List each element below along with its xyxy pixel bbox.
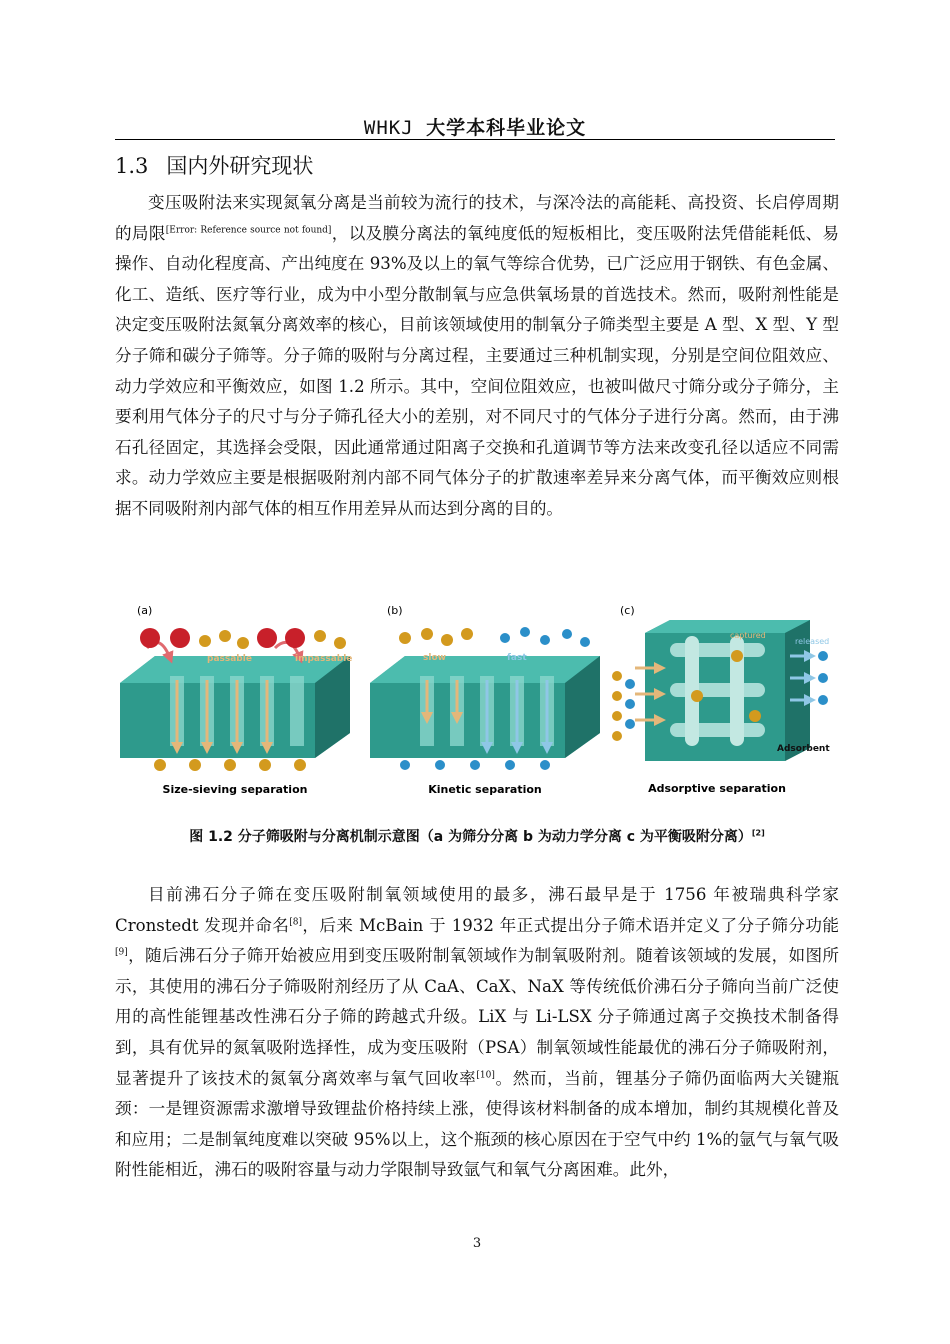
para2-ref-9: [9]	[115, 947, 128, 958]
panel-a-large-molecule	[285, 628, 305, 648]
panel-c-cube-top	[645, 620, 810, 633]
figure-1-2-svg	[115, 598, 839, 808]
para1-ref-error: [Error: Reference source not found]	[165, 225, 332, 236]
panel-c-tag: (c)	[620, 604, 635, 617]
panel-a-small-molecule	[219, 630, 231, 642]
panel-b-caption: Kinetic separation	[428, 783, 542, 796]
running-header	[115, 113, 835, 140]
panel-c-input-molecule	[612, 731, 622, 741]
panel-b-output-molecule	[505, 760, 515, 770]
para1-text-2: ，以及膜分离法的氧纯度低的短板相比，变压吸附法凭借能耗低、易操作、自动化程度高、产出纯度在 93%及以上的氧气等综合优势，已广泛应用于钢铁、有色金属、化工、造纸、医疗等行业，成为中小型分散制氧与应急供氧场景的首选技术。然而，吸附剂性能是决定变压吸附法氮氧分离效率的核心，目前该领域使用的制氧分子筛类型主要是 A 型、X 型、Y 型分子筛和碳分子筛等。分子筛的吸附与分离过程，主要通过三种机制实现，分别是空间位阻效应、动力学效应和平衡效应，如图 1.2 所示。其中，空间位阻效应，也被叫做尺寸筛分或分子筛分，主要利用气体分子的尺寸与分子筛孔径大小的差别，对不同尺寸的气体分子进行分离。然而，由于沸石孔径固定，其选择会受限，因此通常通过阳离子交换和孔道调节等方法来改变孔径以适应不同需求。动力学效应主要是根据吸附剂内部不同气体分子的扩散速率差异来分离气体，而平衡效应则根据不同吸附剂内部气体的相互作用差异从而达到分离的目的。	[115, 223, 840, 518]
panel-b-label-slow: slow	[423, 653, 446, 663]
panel-c-released-molecule	[818, 651, 828, 661]
panel-c-label-adsorbent: Adsorbent	[777, 744, 830, 754]
panel-b-fast-molecule	[540, 635, 550, 645]
panel-b-fast-molecule	[500, 633, 510, 643]
panel-b-output-molecule	[435, 760, 445, 770]
panel-c-label-captured: captured	[730, 631, 766, 640]
panel-a-small-molecule	[199, 635, 211, 647]
page-number: 3	[472, 1236, 482, 1251]
panel-b	[370, 604, 600, 796]
panel-b-label-fast: fast	[507, 653, 527, 663]
panel-a-output-molecule	[294, 759, 306, 771]
panel-a-label-passable: passable	[207, 654, 252, 664]
panel-c-tube	[670, 683, 765, 697]
panel-a-output-molecule	[224, 759, 236, 771]
panel-a-output-molecule	[259, 759, 271, 771]
paragraph-1	[115, 188, 839, 525]
panel-a-label-impassable: impassable	[295, 654, 353, 664]
para2-ref-8: [8]	[289, 917, 302, 928]
panel-c-input-molecule	[612, 711, 622, 721]
header-title: 大学本科毕业论文	[426, 117, 587, 139]
panel-a	[120, 604, 352, 796]
panel-c-input-molecule	[625, 719, 635, 729]
panel-a-output-molecule	[154, 759, 166, 771]
panel-b-fast-molecule	[520, 627, 530, 637]
panel-c-input-molecule	[612, 671, 622, 681]
section-number: 1.3	[115, 154, 149, 178]
panel-c-released-molecule	[818, 673, 828, 683]
panel-a-channel	[290, 676, 304, 746]
panel-b-fast-molecule	[562, 629, 572, 639]
panel-c-tube	[670, 723, 765, 737]
panel-a-output-molecule	[189, 759, 201, 771]
para2-text-2: ，后来 McBain 于 1932 年正式提出分子筛术语并定义了分子筛分功能	[301, 915, 839, 935]
panel-c-released-molecule	[818, 695, 828, 705]
panel-c-caption: Adsorptive separation	[648, 782, 786, 795]
panel-c	[612, 604, 830, 795]
panel-b-slow-molecule	[441, 634, 453, 646]
figure-caption-text: 图 1.2 分子筛吸附与分离机制示意图（a 为筛分分离 b 为动力学分离 c 为平衡吸附分离）	[189, 829, 752, 845]
panel-b-slow-molecule	[461, 628, 473, 640]
panel-c-input-molecule	[625, 699, 635, 709]
panel-b-output-molecule	[470, 760, 480, 770]
panel-b-output-molecule	[540, 760, 550, 770]
para2-text-4: 。然而，当前，锂基分子筛仍面临两大关键瓶颈：一是锂资源需求激增导致锂盐价格持续上涨，使得该材料制备的成本增加，制约其规模化普及和应用；二是制氧纯度难以突破 95%以上，这个瓶颈的核心原因在于空气中约 1%的氩气与氧气吸附性能相近，沸石的吸附容量与动力学限制导致氩气和氧气分离困难。此外，	[115, 1068, 840, 1180]
header-latin: WHKJ	[363, 117, 414, 139]
panel-c-input-molecule	[625, 679, 635, 689]
panel-a-large-molecule	[257, 628, 277, 648]
panel-c-captured-molecule	[731, 650, 743, 662]
panel-c-label-released: released	[795, 637, 830, 646]
panel-a-large-molecule	[140, 628, 160, 648]
panel-a-small-molecule	[237, 637, 249, 649]
panel-b-fast-molecule	[580, 637, 590, 647]
panel-a-small-molecule	[314, 630, 326, 642]
panel-a-tag: (a)	[137, 604, 153, 617]
section-heading	[115, 150, 313, 180]
panel-b-tag: (b)	[387, 604, 403, 617]
panel-a-small-molecule	[334, 637, 346, 649]
para1-text-1: 变压吸附法来实现氮氧分离是当前较为流行的技术，与深冷法的高能耗、高投资、长启停周期的局限	[115, 193, 839, 243]
panel-b-output-molecule	[400, 760, 410, 770]
figure-caption	[115, 826, 839, 846]
header-rule	[115, 139, 835, 140]
panel-c-captured-molecule	[749, 710, 761, 722]
panel-c-captured-molecule	[691, 690, 703, 702]
figure-1-2	[115, 598, 839, 808]
panel-c-input-molecule	[612, 691, 622, 701]
para2-text-1: 目前沸石分子筛在变压吸附制氧领域使用的最多，沸石最早是于 1756 年被瑞典科学家 Cronstedt 发现并命名	[115, 885, 839, 935]
panel-a-large-molecule	[170, 628, 190, 648]
panel-a-caption: Size-sieving separation	[162, 783, 308, 796]
panel-b-slow-molecule	[421, 628, 433, 640]
para2-text-3: ，随后沸石分子筛开始被应用到变压吸附制氧领域作为制氧吸附剂。随着该领域的发展，如图所示，其使用的沸石分子筛吸附剂经历了从 CaA、CaX、NaX 等传统低价沸石分子筛向当前广泛使用的高性能锂基改性沸石分子筛的跨越式升级。LiX 与 Li-LSX 分子筛通过离子交换技术制备得到，具有优异的氮氧吸附选择性，成为变压吸附（PSA）制氧领域性能最优的沸石分子筛吸附剂，显著提升了该技术的氮氧分离效率与氧气回收率	[115, 946, 839, 1088]
panel-b-slow-molecule	[399, 632, 411, 644]
panel-c-tube	[670, 643, 765, 657]
section-title: 国内外研究现状	[166, 154, 314, 178]
paragraph-2	[115, 880, 839, 1186]
figure-caption-ref: [2]	[751, 828, 765, 838]
para2-ref-10: [10]	[476, 1070, 495, 1081]
